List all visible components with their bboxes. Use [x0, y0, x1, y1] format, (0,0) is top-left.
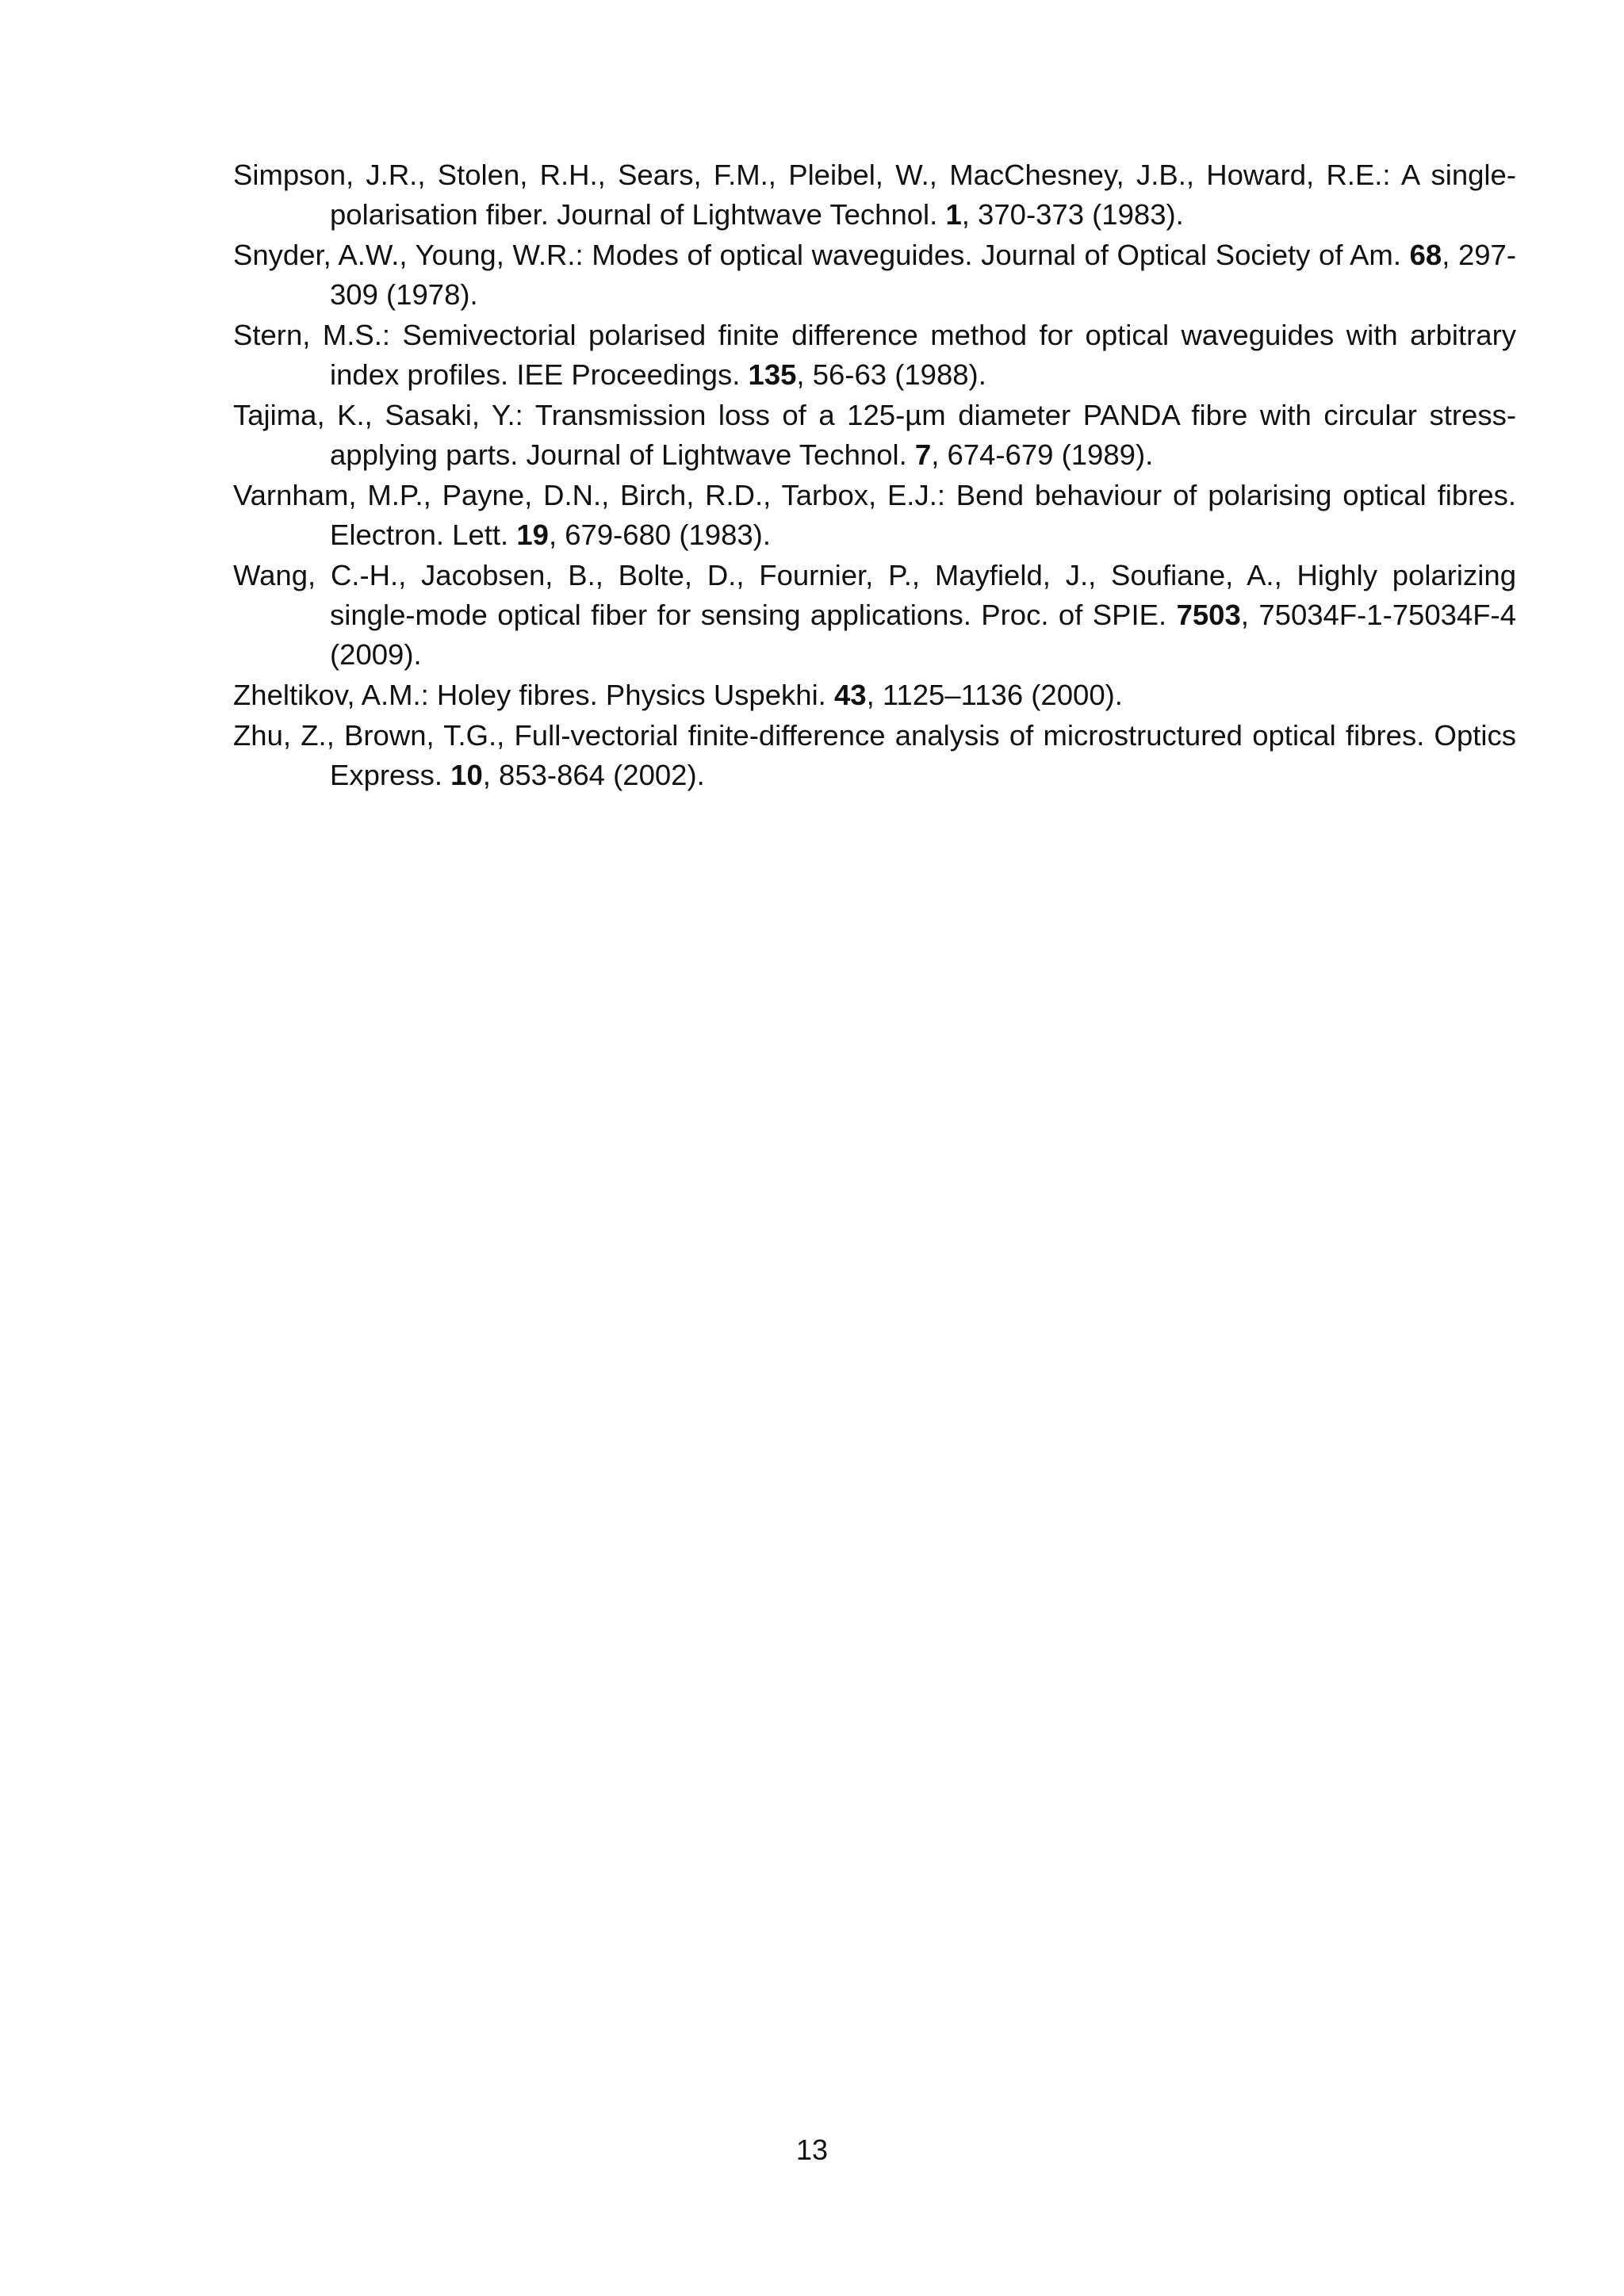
- reference-text: Varnham, M.P., Payne, D.N., Birch, R.D., Tarbox, E.J.: Bend behaviour of polarising optical fibres. Electron. Lett.: [233, 479, 1516, 551]
- reference-text: Zhu, Z., Brown, T.G., Full-vectorial finite-difference analysis of microstructured optical fibres. Optics Express.: [233, 719, 1516, 791]
- page-number: 13: [795, 2133, 829, 2166]
- reference-volume: 135: [748, 358, 797, 391]
- reference-item: [233, 556, 1516, 675]
- reference-text: Wang, C.-H., Jacobsen, B., Bolte, D., Fournier, P., Mayfield, J., Soufiane, A., Highly polarizing single-mode optical fiber for sensing applications. Proc. of SPIE.: [233, 559, 1516, 631]
- reference-item: [233, 476, 1516, 555]
- reference-item: [233, 235, 1516, 315]
- reference-item: [233, 675, 1516, 715]
- reference-text: Stern, M.S.: Semivectorial polarised finite difference method for optical waveguides with arbitrary index profiles. IEE Proceedings.: [233, 319, 1516, 391]
- reference-item: [233, 716, 1516, 795]
- reference-volume: 7503: [1176, 599, 1241, 631]
- reference-pages-year: , 674-679 (1989).: [931, 438, 1154, 471]
- reference-text: Zheltikov, A.M.: Holey fibres. Physics Uspekhi.: [233, 679, 834, 711]
- reference-item: [233, 396, 1516, 475]
- reference-pages-year: , 679-680 (1983).: [548, 519, 771, 551]
- reference-volume: 68: [1409, 239, 1442, 271]
- reference-item: [233, 155, 1516, 235]
- reference-item: [233, 316, 1516, 395]
- reference-pages-year: , 853-864 (2002).: [482, 759, 705, 791]
- reference-volume: 1: [945, 198, 962, 231]
- reference-pages-year: , 297-309 (1978).: [330, 239, 1516, 311]
- reference-list: [233, 155, 1516, 796]
- reference-pages-year: , 1125–1136 (2000).: [866, 679, 1123, 711]
- reference-text: Snyder, A.W., Young, W.R.: Modes of optical waveguides. Journal of Optical Society of Am.: [233, 239, 1410, 271]
- reference-volume: 10: [450, 759, 483, 791]
- reference-pages-year: , 370-373 (1983).: [961, 198, 1184, 231]
- reference-pages-year: , 56-63 (1988).: [796, 358, 986, 391]
- reference-volume: 43: [833, 679, 867, 711]
- reference-text: Simpson, J.R., Stolen, R.H., Sears, F.M., Pleibel, W., MacChesney, J.B., Howard, R.E.: A single-polarisation fiber. Journal of Lightwave Technol.: [233, 159, 1516, 231]
- reference-volume: 7: [914, 438, 932, 471]
- reference-text: Tajima, K., Sasaki, Y.: Transmission loss of a 125-µm diameter PANDA fibre with circular stress-applying parts. Journal of Lightwave Technol.: [233, 399, 1516, 471]
- reference-volume: 19: [516, 519, 549, 551]
- reference-pages-year: , 75034F-1-75034F-4 (2009).: [330, 599, 1516, 671]
